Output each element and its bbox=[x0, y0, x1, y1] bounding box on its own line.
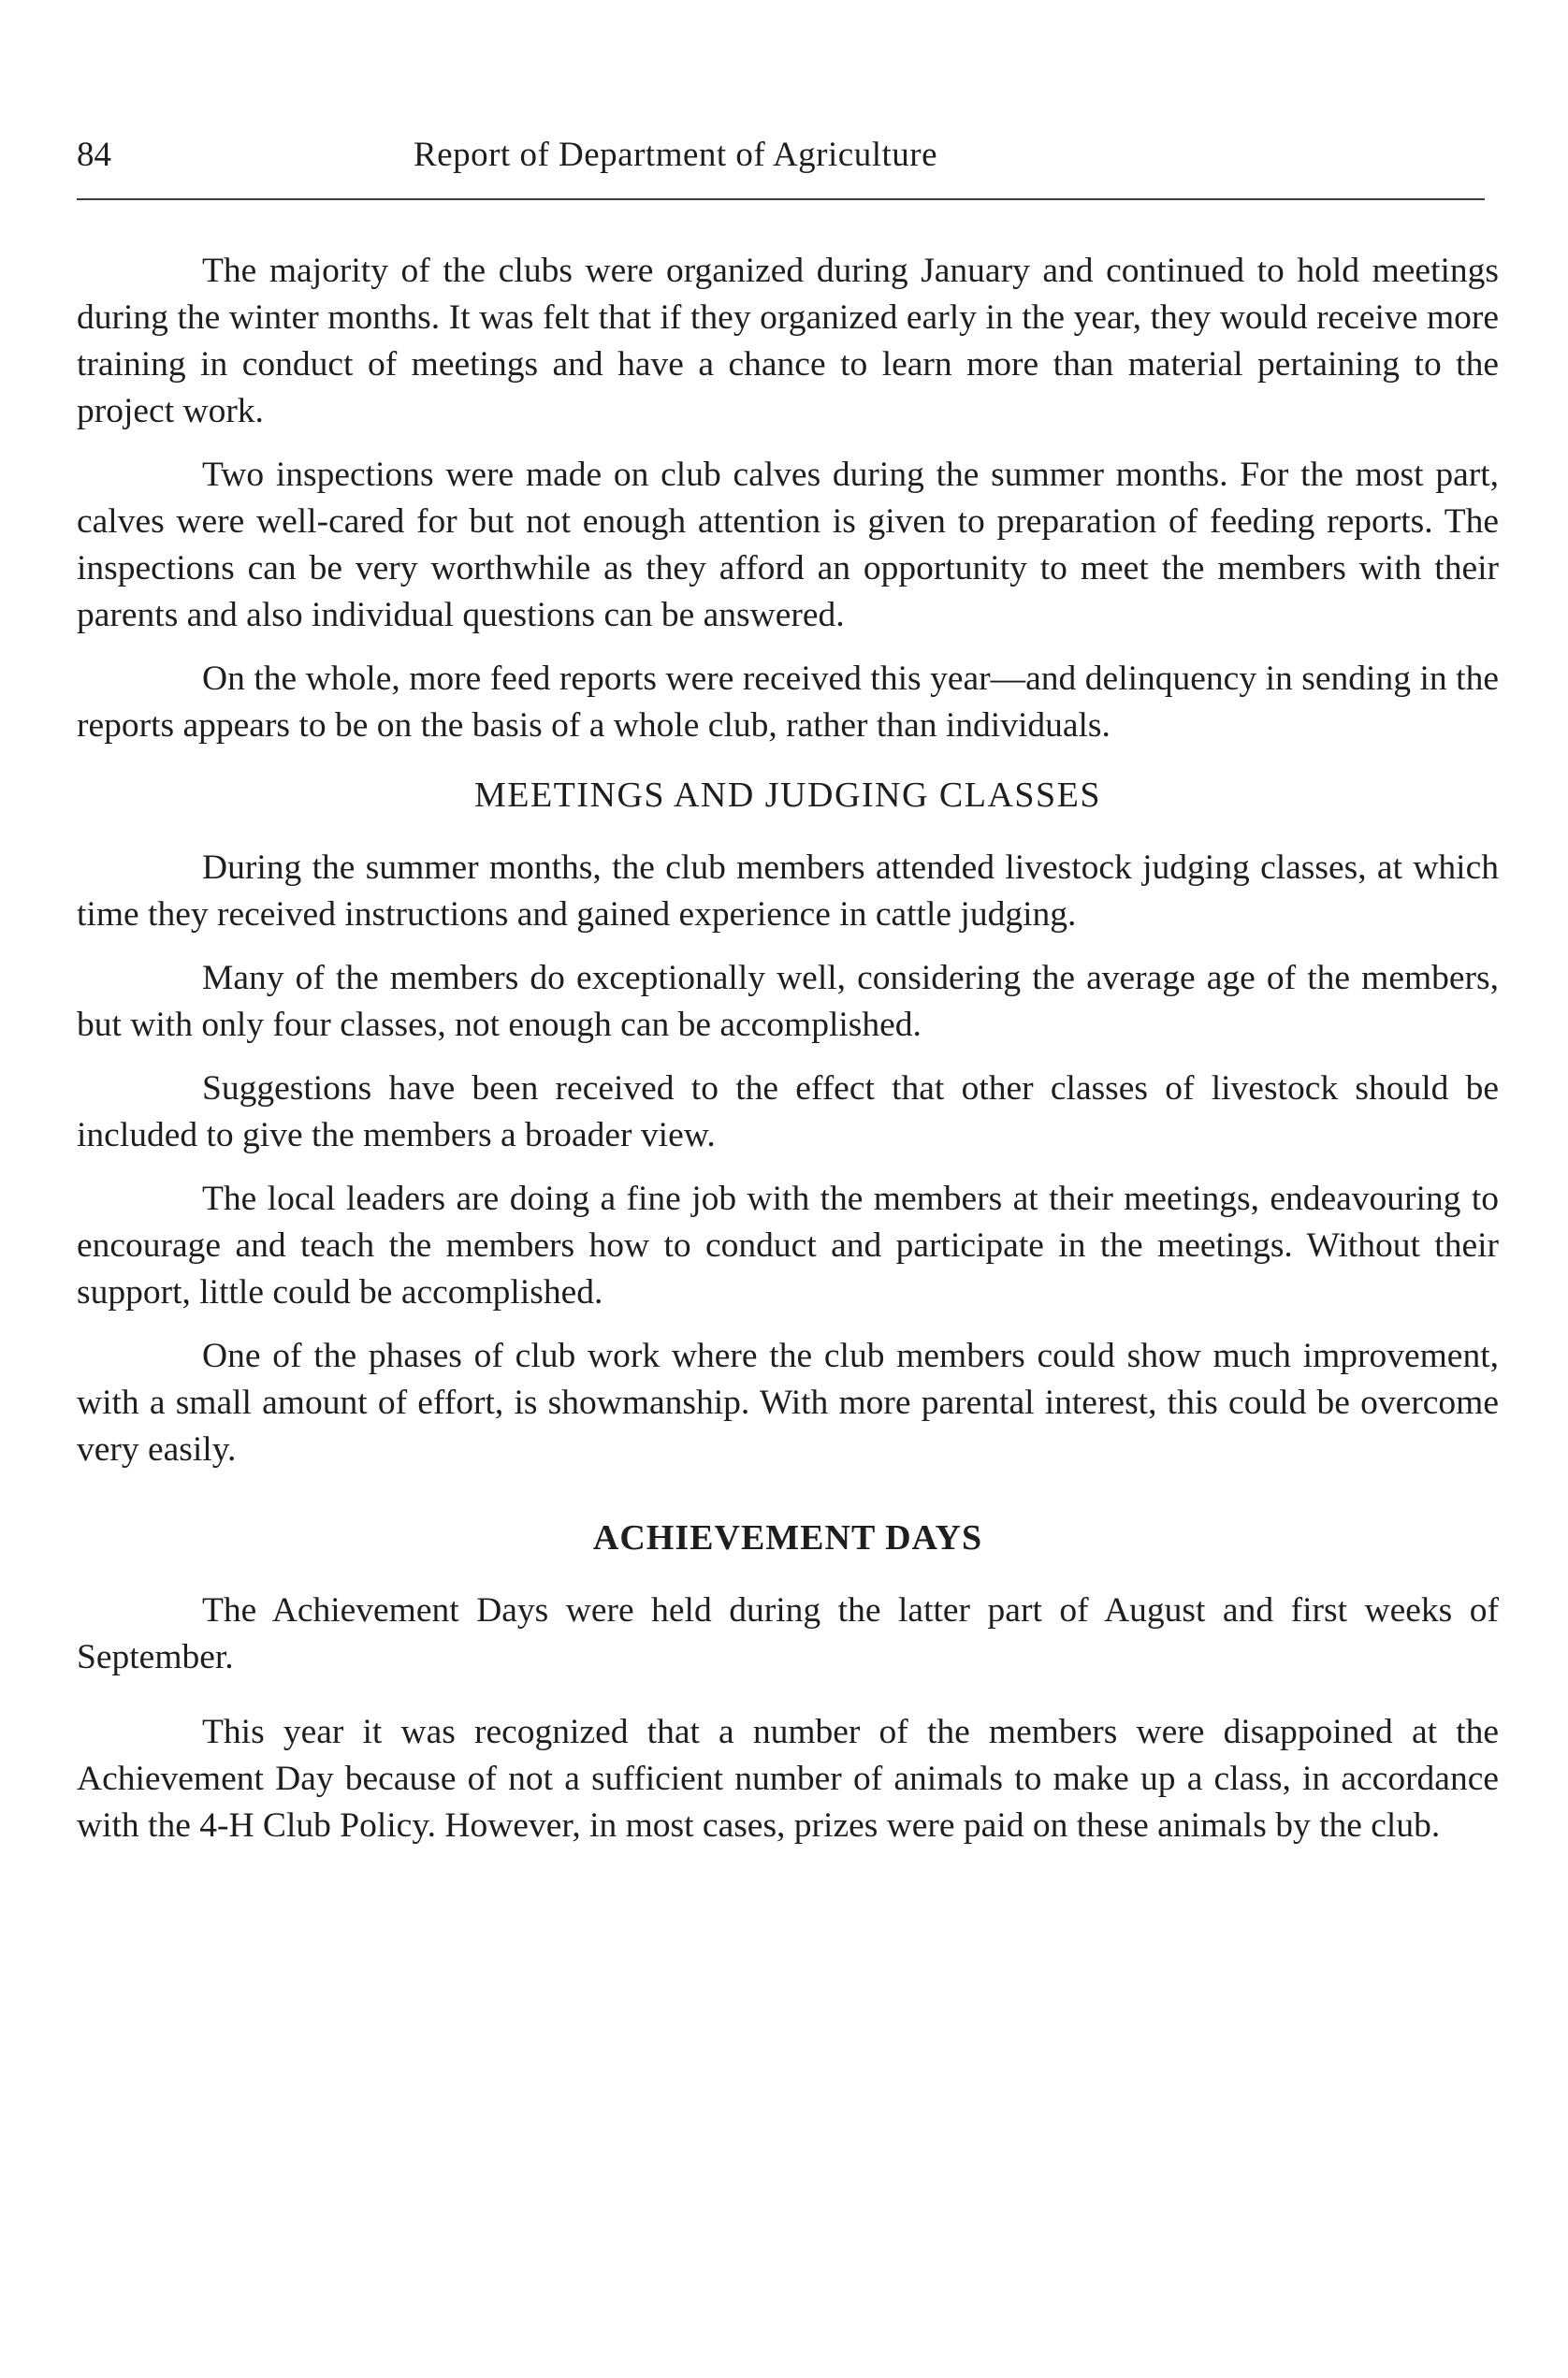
page-header bbox=[77, 127, 1499, 183]
paragraph-showmanship: One of the phases of club work where the club members could show much improvement, with a small amount of effort, is showmanship. With more parental interest, this could be overcome very easily. bbox=[77, 1337, 1499, 1469]
paragraph-achievement-classes: This year it was recognized that a number of the members were disappoined at the Achievement Day because of not a sufficient number of animals to make up a class, in accordance with the 4-H Club Policy. However, in most cases, prizes were paid on these animals by the club. bbox=[77, 1713, 1499, 1845]
header-divider bbox=[77, 198, 1485, 200]
paragraph-local-leaders: The local leaders are doing a fine job with the members at their meetings, endeavouring to encourage and teach the members how to conduct and participate in the meetings. Without their support, little could be accomplished. bbox=[77, 1180, 1499, 1312]
paragraph-feed-reports: On the whole, more feed reports were received this year—and delinquency in sending in the reports appears to be on the basis of a whole club, rather than individuals. bbox=[77, 660, 1499, 745]
page-number: 84 bbox=[77, 136, 111, 174]
running-title: Report of Department of Agriculture bbox=[414, 136, 937, 174]
paragraph-members-performance: Many of the members do exceptionally well, considering the average age of the members, but with only four classes, not enough can be accomplished. bbox=[77, 959, 1499, 1044]
document-page bbox=[77, 0, 1499, 2378]
paragraph-inspections: Two inspections were made on club calves during the summer months. For the most part, calves were well-cared for but not enough attention is given to preparation of feeding reports. The inspections can be very worthwhile as they afford an opportunity to meet the members with their parents and also individual questions can be answered. bbox=[77, 456, 1499, 634]
section-heading-achievement: ACHIEVEMENT DAYS bbox=[592, 1518, 983, 1558]
paragraph-club-organization: The majority of the clubs were organized during January and continued to hold meetings during the winter months. It was felt that if they organized early in the year, they would receive more training in conduct of meetings and have a chance to learn more than material pertaining to the project work. bbox=[77, 252, 1499, 430]
body-text bbox=[77, 248, 1499, 1866]
section-heading-meetings: MEETINGS AND JUDGING CLASSES bbox=[473, 776, 1102, 815]
paragraph-suggestions: Suggestions have been received to the effect that other classes of livestock should be included to give the members a broader view. bbox=[77, 1069, 1499, 1154]
paragraph-achievement-dates: The Achievement Days were held during the latter part of August and first weeks of September. bbox=[77, 1591, 1499, 1676]
paragraph-judging-classes: During the summer months, the club members attended livestock judging classes, at which time they received instructions and gained experience in cattle judging. bbox=[77, 848, 1499, 934]
